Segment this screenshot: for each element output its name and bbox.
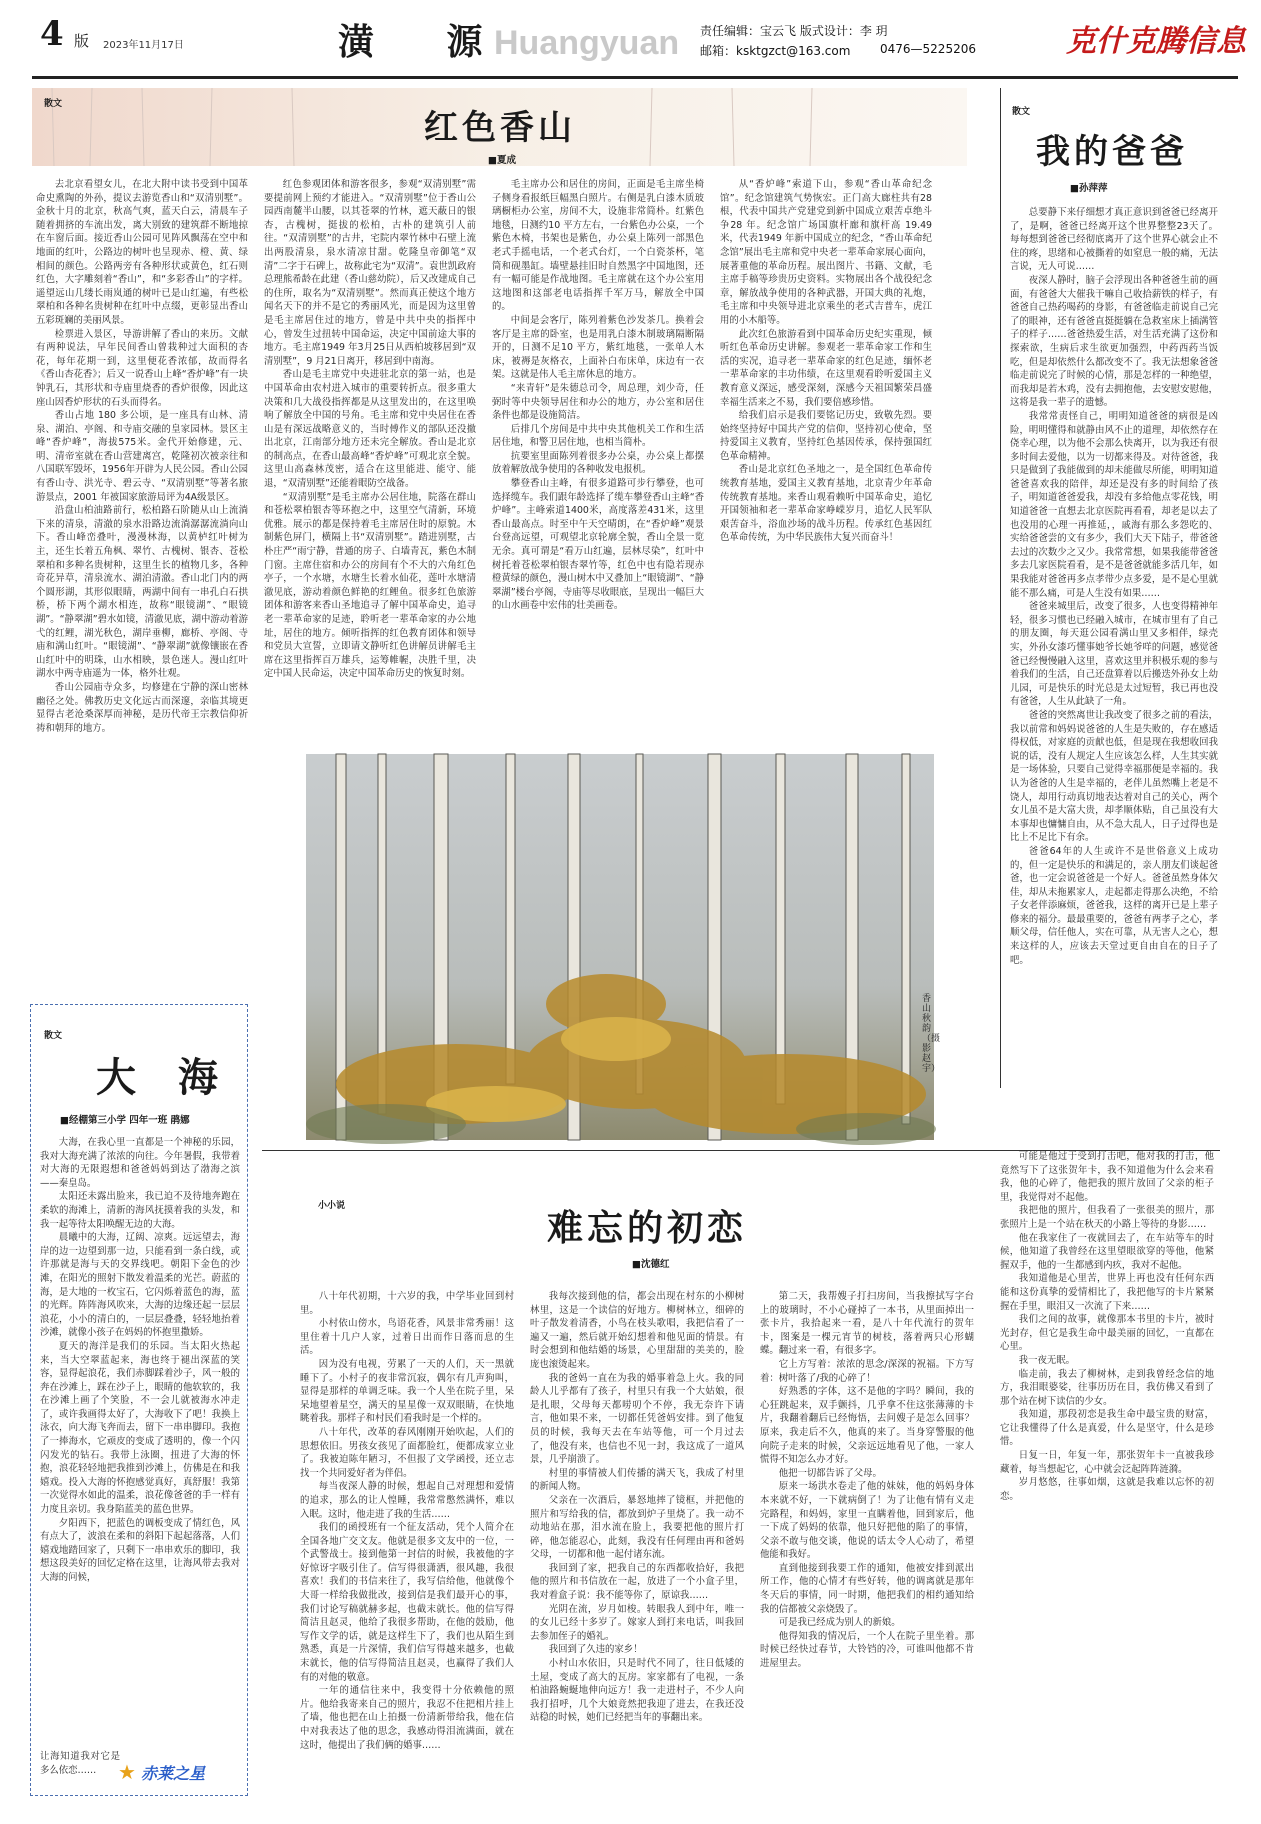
- paragraph: 抗要室里面陈列着很多办公桌，办公桌上都摆放着解放战争使用的各种收发电报机。: [492, 450, 704, 476]
- paragraph: 爸爸的突然离世让我改变了很多之前的看法，我以前常和妈妈说爸爸的人生是失败的，存在感适得权低，对家庭的贡献也低，但是现在我想收回我说的话，没有人规定人生应该怎么样，人生其实就是一场体验，只要自己觉得幸福那便是幸福的。我认为爸爸的人生是幸福的，老伴儿虽然嘴上老是不饶人，却用行动真切地表达着对自己的关心，两个女儿虽不是大富大贵，却孝顺体贴，自己虽没有大本事却也慵慵自由，从不急大乱人，日子过得也是比上不足比下有余。: [1010, 709, 1218, 844]
- article-byline: ■夏成: [488, 155, 516, 166]
- paragraph: 红色参观团体和游客很多，参观“双清别墅”需要提前网上预约才能进入。“双清别墅”位于香山公园西南麓半山腰，以其苍翠的竹林，遮天蔽日的银杏，古槐树，挺拔的松柏，古朴的建筑引人前往。“双清别墅”的古井，宅院内翠竹林中石壁上流出两股清泉，泉水清凉甘甜。乾隆皇帝御笔“双清”二字于石碑上，故称此宅为“双清”。袁世凯政府总理熊希龄在此建（香山慈幼院），后又改建成自己的住所，取名为“双清别墅”。然而真正使这个地方闻名天下的并不是它的秀丽风光，而是因为这里曾是毛主席居住过的地方，曾是中共中央的指挥中心，曾发生过扭转中国命运，决定中国前途大事的地方。毛主席1949 年3月25日从西柏坡移居到“双清别墅”，9 月21日离开，移居到中南海。: [264, 179, 476, 367]
- paragraph: 直到他接到我要工作的通知，他被安排到派出所工作，他的心情才有些好转，他的调离就是那年冬天后的事情，同一时期，他把我们的相约通知给我的信都被父亲烧毁了。: [760, 1562, 974, 1615]
- paragraph: 总要静下来仔细想才真正意识到爸爸已经离开了，是啊，爸爸已经离开这个世界整整23天了。每每想到爸爸已经彻底离开了这个世界心就会止不住的疼，思绪和心被撕着的如窒息一般的痛，无法言说，无人可说……: [1010, 207, 1218, 273]
- paragraph: 香山占地 180 多公顷，是一座具有山林、清泉、湖泊、亭阁、和寺庙交融的皇家园林。景区主峰“香炉峰”，海拔575米。金代开始修建，元、明、清帝室就在香山营建离宫，乾隆初次被亲往和八国联军毁坏，1956年开辟为人民公园。香山公园有香山寺、洪光寺、碧云寺、“双清别墅”等著名旅游景点，2001 年被国家旅游局评为4A级景区。: [36, 410, 248, 503]
- paragraph: 它上方写着：浓浓的思念/深深的祝福。下方写着：树叶落了/我的心碎了！: [760, 1358, 974, 1384]
- paragraph: 香山公园庙寺众多，均修建在宁静的深山密林幽径之处。佛教历史文化远古而深邃，亲临其境更显得古老沧桑深厚而神秘，是历代帝王宗教信仰祈祷和朝拜的地方。: [36, 681, 248, 734]
- email-line: 邮箱：ksktgzct@163.com: [700, 44, 851, 58]
- paragraph: 他在我家住了一夜就回去了，在车站等车的时候，他知道了我曾经在这里望眼欲穿的等他，他紧握双手，他的一生都感到内疚，我对不起他。: [1000, 1232, 1214, 1271]
- paragraph: 我的爸妈一直在为我的婚事着急上火。我的同龄人儿乎都有了孩子，村里只有我一个大姑娘，很是扎眼，父母每天都唠叨个不停，我无奈许下请言，他如果不来，一切都任凭爸妈安排。到了他复员的时候，我每天去在车站等他，可一个月过去了，他没有来，也信也不见一封，我这成了一道风景，几乎崩溃了。: [530, 1372, 744, 1466]
- editor-line: 责任编辑：宝云飞 版式设计：李 玥: [700, 24, 888, 38]
- paragraph: 毛主席办公和居住的房间，正面是毛主席坐椅子侧身看报纸巨幅黑白照片。右侧是乳白漆木质玻璃橱柜办公室，房间不大，设施非常简朴。红紫色地毯，日测约10 平方左右，一台紫色办公桌，一个紫色木椅，书架也是紫色，办公桌上陈列一部黑色老式手摇电话，一个老式台灯，一个白瓷茶杯，笔筒和砚墨缸。墙壁悬挂旧时自然黑字中国地图，还有一幅可能是作战地图。毛主席就在这个办公室用这地图和这部老电话指挥千军万马，解放全中国的。: [492, 179, 704, 313]
- paragraph: 村里的事情被人们传播的满天飞，我成了村里的新闻人物。: [530, 1467, 744, 1493]
- paragraph: 我们的函授班有一个征友活动，凭个人简介在全国各地广交文友。他就是很多文友中的一位，一个武警战士。接到他第一封信的时候，我被他的字好惊讶字吸引住了。信写得很潇洒，很风趣，我很喜欢！我们的书信来往了，我写信给他，他就像个大哥一样给我做批改，接到信是我们最开心的事，我们讨论写稿就赫多起，也截末就长。他的信写得简洁且赵灵，他给了我很多帮助，在他的鼓励，他写作文学的话，就是这样生下了，我们也从陌生到熟悉，真是一片深情，我们信写得越来越多，也截末就长，他的信写得简洁且赵灵，也赢得了我们人有的对他的敬意。: [300, 1522, 514, 1683]
- article-byline: ■孙萍萍: [1070, 183, 1108, 194]
- paragraph: 父亲在一次酒后，暴怒地摔了镜框，并把他的照片和写给我的信，都放到炉子里烧了。我一动不动地站在那，泪水流在脸上，我要把他的照片打碎，他怎能忍心，此刻，我没有任何理由再和爸妈父母，一切都和他一起付诸东流。: [530, 1494, 744, 1561]
- paragraph: 晨曦中的大海，辽阔、凉爽。远远望去，海岸的边一边望到那一边，只能看到一条白线，或许那就是海与天的交界线吧。朝阳下金色的沙滩，在阳光的照射下散发着温柔的光芒。蔚蓝的海，是大地的一枚宝石，它闪烁着蓝色的海，蓝的光辉。阵阵海风吹来，大海的边缘还起一层层浪花，小小的清白的，一层层叠叠，轻轻地抬着沙滩，就像小孩子在妈妈的怀抱里撒娇。: [40, 1232, 240, 1339]
- paragraph: 从“香炉峰”索道下山，参观“香山革命纪念馆”。纪念馆建筑气势恢宏。正门高大廊柱共有28根，代表中国共产党建党到新中国成立艰苦卓绝斗争28 年。纪念馆广场国旗杆廊和旗杆高 19.49 米，代表1949 年新中国成立的纪念，“香山革命纪念馆”展出毛主席和党中央老一辈革命家展心面向，展著重他的革命历程。展出图片、书籍、文献，毛主席手稿等珍贵历史资料。实物展出各个战役纪念章，解放战争使用的各种武器，开国大典的礼炮，毛主席和中央领导进北京乘坐的老式吉普车，虎江用的小木船等。: [720, 179, 932, 326]
- article-body-column: [264, 178, 476, 680]
- star-logo: [118, 1760, 205, 1784]
- paragraph: 沿盘山柏油路前行，松柏路石阶随从山上流淌下来的清泉，清澈的泉水沿路边流淌潺潺流淌向山下。香山峰峦叠叶，漫漫林海，以黄栌红叶树为主，还生长着五角枫、翠竹、古槐树、银杏、苍松翠柏和多种名贵树种，这里生长的植物几多，各种奇花异草，清泉流水、湖泊清澈。香山北门内的两个圆形湖，其形似眼睛，两湖中间有一串孔白石拱桥，桥下两个湖水相连，故称“眼镜湖”、“眼镜湖”。“静翠湖”碧水如镜，清澈见底，湖中游动着游弋的红鲤，湖光秋色，湖岸垂柳，廊桥、亭阁、寺庙和满山红叶。“眼镜湖”、“静翠湖”就像镶嵌在香山红叶中的明珠，山水相映，景色迷人。漫山红叶湖水中两寺庙遥为一体，格外壮观。: [36, 505, 248, 680]
- article-byline: ■沈德红: [632, 1259, 670, 1270]
- star-icon: ★: [118, 1760, 136, 1784]
- article-tag: 小小说: [318, 1201, 346, 1211]
- paragraph: 香山是北京红色圣地之一，是全国红色革命传统教育基地，爱国主义教育基地，北京青少年革命传统教育基地。来香山观看赖听中国革命史，追忆开国领袖和老一辈革命家峥嵘岁月，追忆人民军队艰苦奋斗，浴血沙场的战斗历程。传承红色基因红色革命传统，为中华民族伟大复兴而奋斗！: [720, 464, 932, 544]
- article-body-column: [40, 1136, 240, 1746]
- paragraph: 小村山水依旧，只是时代不同了，往日低矮的土屋，变成了高大的瓦房。家家都有了电视，一条柏油路蜿蜒地伸向远方！我一走进村子，不少人向我打招呼，几个大娘竟然把我迎了进去，在我还没站稳的时候，她们已经把当年的事翻出来。: [530, 1658, 744, 1724]
- article-body-column: [530, 1290, 744, 1790]
- paragraph: 夏天的海洋是我们的乐园。当太阳火热起来，当大空翠蓝起来，海也终于褪出深蓝的笑容，显得起浪花，我们赤脚踩着沙子，风一般的奔在沙滩上，踩在沙子上，眼睛的他软软的，我在沙滩上画了个笑脸，不一会儿就被海水冲走了，或许我画得太好了，大海收下了吧！我换上泳衣，向大海飞奔而去，留下一串串脚印。我抱了一捧海水，它顽皮的变成了透明的，像一个闪闪发光的钻石。我带上泳圈，扭进了大海的怀抱，浪花轻轻地把我推到沙滩上，仿佛是在和我嬉戏。投入大海的怀抱感觉真好，真舒服！我第一次觉得水如此的温柔，浪花像爸爸的手一样有力度且亲切。我身陷蓝美的蓝色世界。: [40, 1340, 240, 1516]
- article-title: 大 海: [96, 1054, 232, 1101]
- header-rule: [32, 76, 1238, 79]
- article-title: 我的爸爸: [1036, 132, 1188, 172]
- paragraph: 我回到了久违的家乡！: [548, 1644, 643, 1656]
- paragraph: 可是我已经成为别人的新娘。: [778, 1617, 901, 1629]
- birch-forest-image: [306, 754, 941, 1140]
- paragraph: 光阴在流，岁月如梭。转眼我人到中年，唯一的女儿已经十多岁了。嫁家人到打来电话，叫我回去参加侄子的婚礼。: [530, 1603, 744, 1642]
- paragraph: 检票进入景区，导游讲解了香山的来历。文献有两种说法，早年民间香山曾栽种过大面积的杏花，每年花期一到，这里便花香浓郁，故而得名《香山杏花香》；后又一说香山上峰“香炉峰”有一块钟乳石，其形状和寺庙里烧香的香炉很像，因此这座山因香炉形状的石头而得名。: [36, 328, 248, 408]
- page-number: 4: [40, 14, 64, 54]
- article-body-column: [1010, 206, 1218, 1086]
- article-body-column: [1000, 1150, 1214, 1790]
- paragraph: 大海，在我心里一直都是一个神秘的乐园，我对大海充满了浓浓的向往。今年暑假，我带着对大海的无限遐想和爸爸妈妈到达了渤海之滨——秦皇岛。: [40, 1137, 240, 1189]
- paragraph: 此次红色旅游看到中国革命历史纪实重现，倾听红色革命历史讲解。参观老一辈革命家工作和生活的实况，追寻老一辈革命家的红色足迹，缅怀老一辈革命家的丰功伟绩，在这里观看聆听爱国主义教育意义深远，感受深刻，深感今天祖国繁荣昌盛幸福生活来之不易，我们要倍感珍惜。: [720, 328, 932, 408]
- logo-text: 赤莱之星: [141, 1764, 206, 1783]
- paragraph: 让海知道我对它是多么依恋……: [40, 1751, 120, 1776]
- article-body-column: [492, 178, 704, 648]
- paragraph: 他把一切都告诉了父母。: [778, 1467, 882, 1479]
- paragraph: 给我们启示是我们要铭记历史，致敬先烈。要始终坚持好中国共产党的信仰，坚持初心使命，坚持爱国主义教育，坚持红色基因传承，保持强国红色革命精神。: [720, 410, 932, 462]
- paragraph: 我们之间的故事，就像那本书里的卡片，被时光封存，但它是我生命中最美丽的回忆，一直都在心里。: [1000, 1314, 1214, 1353]
- paragraph: 我回到了家，把我自己的东西都收拾好，我把他的照片和书信放在一起，放进了一个小盒子里，我对着盒子说：我不能等你了，原谅我……: [530, 1562, 744, 1602]
- article-body-column: [760, 1290, 974, 1790]
- paragraph: 我一夜无眠。: [1018, 1354, 1076, 1366]
- paragraph: 每当夜深人静的时候，想起自己对理想和爱情的追求，那么的让人惶睡，我常常憋然满怀，难以入眠。这时，他走进了我的生活……: [300, 1481, 514, 1520]
- article-body-column: [36, 178, 248, 990]
- paragraph: 夜深人静时，脑子会浮现出各种爸爸生前的画面，有爸爸大大催我干嘛自己收拾薪铁的样子，有爸爸自己热药喝药的身影，有爸爸临走前说自己完了的眼神，还有爸爸直挺挺躺在急救室床上插满管子的样子……爸爸热爱生活，对生活充满了这份和探索欲，生病后求生欲更加强烈，中药西药当饭吃，但是却依然什么都改变不了。我无法想象爸爸临走前说完了时候的心情，那是怎样的一种绝望，而我却是若木鸡，没有去拥抱他，去安慰安慰他，这将是我一辈子的遗憾。: [1010, 274, 1218, 409]
- paragraph: 岁月悠悠，往事如烟，这就是我难以忘怀的初恋。: [1000, 1477, 1214, 1502]
- paragraph: “来青轩”是朱德总司令，周总理，刘少奇，任弼时等中央领导居住和办公的地方，办公室和居住条件也都是设施简洁。: [492, 382, 704, 422]
- article-title: 红色香山: [424, 108, 576, 148]
- column-pinyin: Huangyuan: [494, 24, 680, 62]
- paragraph: 夕阳西下，把蓝色的调板变成了情红色，风有点大了，波浪在柔和的斜阳下起起落落，人们嬉戏地踏回家了，只剩下一串串欢乐的脚印，我想这段美好的回忆定格在这里，让海风带去我对大海的问候，: [40, 1517, 240, 1583]
- paragraph: 他得知我的情况后，一个人在院子里坐着。那时候已经快过春节，大铃铛的冷，可谁叫他都不肯进屋里去。: [760, 1630, 974, 1670]
- paragraph: “双清别墅”是毛主席办公居住地，院落在群山和苍松翠柏银杏等环抱之中，这里空气清新，环境优雅。展示的都是保持着毛主席居住时的原貌。木制紫色屏门，横隔上书“双清别墅”。踏进别墅，古朴庄严“雨宁静，普通的房子、白墙青瓦，紫色木制门窗。主席住宿和办公的房间有个不大的六角红色亭子，一个水塘，水塘生长着水仙花，莲叶水塘清澈见底，游动着颜色鲜艳的红鲤鱼。很多红色旅游团体和游客来香山圣地追寻了解中国革命史，追寻老一辈革命家的足迹，聆听老一辈革命家的办公地址，居住的地方。倾听指挥的红色教育团体和领导和党员大宣誓，立即请文静听红色讲解员讲解毛主席在这里指挥百万雄兵，运筹帷幄，决胜千里，决定中国人民命运，决定中国革命历史的恢复时刻。: [264, 491, 476, 680]
- phone-number: 0476—5225206: [880, 42, 976, 56]
- column-name: 潢 源: [338, 21, 513, 63]
- article-body-column: [300, 1290, 514, 1790]
- paragraph: 太阳还未露出脸来，我已迫不及待地奔跑在柔软的海滩上，清新的海风抚摸着我的头发，和我一起等待太阳唤醒无边的大海。: [40, 1191, 240, 1230]
- paragraph: 可能是他过于受到打击吧，他对我的打击，他竟然写下了这张贺年卡，我不知道他为什么会来看我，他的心碎了，他把我的照片放回了父亲的柜子里，我觉得对不起他。: [1000, 1151, 1214, 1203]
- article-tag: 散文: [1012, 107, 1031, 117]
- paragraph: 后排几个房间是中共中央其他机关工作和生活居住地，和警卫居住地，也相当简朴。: [492, 423, 704, 449]
- article-body-column: [720, 178, 932, 648]
- landscape-photo: [306, 754, 941, 1140]
- paragraph: 临走前，我去了柳树林，走到我曾经念信的地方，我泪眼婆娑，往事历历在目，我仿佛又看到了那个站在树下读信的少女。: [1000, 1368, 1214, 1407]
- paragraph: 去北京看望女儿，在北大附中读书受到中国革命史熏陶的外孙，提议去游览香山和“双清别墅”。金秋十月的北京，秋高气爽，蓝天白云，清晨车子随着拥挤的车流出发，离大别致的建筑群不断地掠在车窗后面。接近香山公园可见阵风飘荡在空中和地面的红叶，公路边的树叶也呈现赤、橙、黄、绿相间的颜色。公路两旁有各种形状或黄色，红石则红色，大字雕刻着“香山”，和“多彩香山”的字样。遥望远山几缕长雨岚通的树叶已是山红遍，有些松翠柏和各种名贵树种在红叶中点缀，更彰显出香山五彩斑斓的美丽风景。: [36, 179, 248, 326]
- paragraph: 我常常责怪自己，明明知道爸爸的病很是凶险，明明懂得和就静由风不止的道理，却依然存在侥幸心理，以为他不会那么快离开，以为我还有很多时间去爱他，以为一切都来得及。对待爸爸，我只是做到了我能做到的却未能做尽所能，明明知道爸爸喜欢我的陪伴，却还是没有多的时间给了孩子，明知道爸爸爱我，却没有多给他点零花钱，明知道爸爸一直想去北京医院再看看，却老是以去了也没用的心理一再推延，，戚海有那么多怨吃的、实给爸爸尝的文有多少，我们大天下陆子，带爸爸去过的次数少之又少。我常常想，如果我能带爸爸多去几家医院看看，是不是爸爸就能多活几年，如果我能对爸爸再多点孝带少点多爱，是不是心里就能不那么痛，可是人生没有如果……: [1010, 410, 1218, 599]
- paragraph: 爸爸64年的人生或许不是世俗意义上成功的，但一定是快乐的和满足的，亲人朋友们谈起爸爸，也一定会说爸爸是一个好人。爸爸虽然身体欠佳，却从未拖累家人，走起都走得那么决绝，不给子女老伴添麻烦，爸爸我，这样的离开已是上辈子修来的福分。最最重要的，爸爸有两孝子之心，孝顺父母，信任他人，实在可靠，从无害人之心，想来这样的人，应该去天堂过更自由自在的日子了吧。: [1010, 845, 1218, 966]
- paragraph: 八十年代，改革的春风刚刚开始吹起，人们的思想依旧。男孩女孩见了面都脸红，便都成家立业了。我被迫陈年陋习，不但报了文学函授，还立志找一个共同爱好者为伴侣。: [300, 1426, 514, 1479]
- article-title: 难忘的初恋: [547, 1207, 748, 1249]
- newspaper-logo: 克什克腾信息: [1066, 24, 1246, 59]
- paragraph: 一年的通信往来中，我变得十分依赖他的照片。他给我寄来自己的照片，我忍不住把相片挂上了墙，他也把在山上拍摄一份清新带给我，他在信中对我表达了他的思念，我感动得泪流满面，就在这时，他提出了我们俩的婚事……: [300, 1685, 514, 1751]
- paragraph: 我把他的照片，但我看了一张很美的照片，那张照片上是一个站在秋天的小路上等待的身影……: [1000, 1205, 1214, 1230]
- article-tag: 散文: [44, 99, 63, 109]
- article-tag: 散文: [44, 1031, 63, 1041]
- paragraph: 八十年代初期，十六岁的我，中学毕业回到村里。: [300, 1291, 514, 1316]
- paragraph: 日复一日，年复一年，那张贺年卡一直被我珍藏着，每当想起它，心中就会泛起阵阵涟漪。: [1000, 1450, 1214, 1475]
- paragraph: 原来一场洪水卷走了他的妹妹，他的妈妈身体本来就不好，一下就病倒了！为了让他有情有义走完路程，和妈妈，家里一直瞒着他，回到家后，他一下成了妈妈的依靠，他只好把他的陷了的事情，父亲不敢与他交谈，他说的话太令人心动了，希望他能和我好。: [760, 1481, 974, 1561]
- paragraph: 第二天，我帮嫂子打扫房间，当我擦拭写字台上的玻璃时，不小心碰掉了一本书，从里面掉出一张卡片，我拾起来一看，是八十年代流行的贺年卡，图案是一棵元宵节的树枝，落着两只心形蝴蝶。翻过来一看，有很多字。: [760, 1291, 974, 1357]
- paragraph: 香山是毛主席党中央进驻北京的第一站，也是中国革命由农村进入城市的重要转折点。很多重大决策和几大战役指挥都是从这里发出的，在这里唤响了解放全中国的号角。毛主席和党中央居住在香山是有深远战略意义的，当时傅作义的部队还没撤出北京，江南部分地方还未完全解放。香山是北京的制高点，在香山最高峰“香炉峰”可观北京全貌。这里山高森林茂密，适合在这里能进、能守、能退，“双清别墅”还能着眼防空战备。: [264, 369, 476, 490]
- paragraph: 小村依山傍水，鸟语花香，风景非常秀丽！这里住着十几户人家，过着日出而作日落而息的生活。: [300, 1318, 514, 1357]
- paragraph: 我知道他是心里苦，世界上再也没有任何东西能和这份真挚的爱情相比了，我把他写的卡片紧紧握在手里，眼泪又一次流了下来……: [1000, 1273, 1214, 1312]
- paragraph: 因为没有电视，劳累了一天的人们，天一黑就睡下了。小村子的夜非常沉寂，偶尔有几声狗叫，显得是那样的单调乏味。我一个人坐在院子里，呆呆地望着星空，满天的星星像一双双眼睛，在快地眺着我。那样子和村民们看我时是一个样的。: [300, 1358, 514, 1425]
- page-unit: 版: [74, 32, 90, 50]
- paragraph: 我每次接到他的信，都会出现在村东的小柳树林里，这是一个读信的好地方。柳树林立，细碎的叶子散发着清香，小鸟在枝头歌唱，我把信看了一遍又一遍，然后就开始幻想着和他见面的情景。有时会想到和他结婚的场景，心里甜甜的美美的，脸庞也滚烫起来。: [530, 1291, 744, 1370]
- article-body-column: [40, 1750, 120, 1790]
- paragraph: 好熟悉的字体，这不是他的字吗？瞬间，我的心狂跳起来，双手颤抖，几乎拿不住这张薄薄的卡片，我翻着翻后已经悔悟，去问嫂子是怎么回事？原来，我走后不久，他真的来了。当身穿警服的他向院子走来的时候，父亲远远地看见了他，一家人慌得不知怎么办才好。: [760, 1386, 974, 1466]
- article-byline: ■经棚第三小学 四年一班 鹃娜: [60, 1115, 190, 1126]
- paragraph: 爸爸来城里后，改变了很多，人也变得精神年轻，很多习惯也已经融入城市，在城市里有了自己的朋友圈，每天逛公园看满山里又多相伴，绿壳实，外孙女漆巧懂事她爷长她爷咩的问题，感觉爸爸已经慢慢融入这里，喜欢这里并积极乐观的参与着我们的生活，自己还盘算着以后搬迭外孙女上幼儿园，可是快乐的时光总是太过短暂，我已再也没有爸爸，人生从此缺了一角。: [1010, 601, 1218, 708]
- issue-date: 2023年11月17日: [103, 40, 184, 51]
- photo-caption: 香山秋韵 （摄影 赵宇）: [922, 994, 941, 1074]
- column-divider: [1000, 88, 1001, 1088]
- page-header: [0, 0, 1261, 78]
- paragraph: 我知道，那段初恋是我生命中最宝贵的财富，它让我懂得了什么是真爱，什么是坚守，什么是珍惜。: [1000, 1409, 1214, 1448]
- paragraph: 攀登香山主峰，有很多道路可步行攀登，也可选择缆车。我们跟年龄选择了缆车攀登香山主峰“香炉峰”。主峰索道1400米，高度落差431米，这里香山最高点。时至中午天空晴朗，在“香炉峰”观景台登高远望，可观望北京轮廓全貌，香山全景一览无余。真可谓是“看万山红遍，层林尽染”，红叶中树托着苍松翠柏银杏翠竹等，红色中也有隐若现赤橙黄绿的颜色，漫山树木中又叠加上“眼镜湖”、“静翠湖”楼台亭阁，寺庙等尽收眼底，呈现出一幅巨大的山水画卷中宏伟的壮美画卷。: [492, 478, 704, 612]
- paragraph: 中间是会客厅，陈列着紫色沙发茶几。换着会客厅是主席的卧室，也是用乳白漆木制玻璃隔断隔开的，日测不足10 平方，紫红地毯，一张单人木床，被褥是灰格衣，上面补白布床单，床边有一衣架。这就是伟人毛主席休息的地方。: [492, 314, 704, 381]
